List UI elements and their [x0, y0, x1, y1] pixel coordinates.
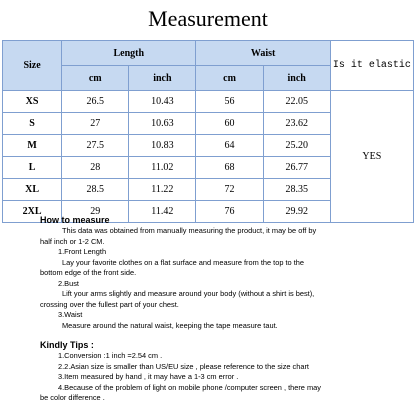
size-cell: 2XL [3, 201, 62, 223]
size-cell: XS [3, 91, 62, 113]
front-length-title: 1.Front Length [58, 247, 107, 256]
table-header-row [3, 41, 414, 66]
measurement-notes [40, 214, 412, 404]
tip-line: 3.Item measured by hand , it may have a 1-3 cm error . [58, 372, 239, 381]
front-length-line: bottom edge of the front side. [40, 268, 137, 277]
size-cell: XL [3, 179, 62, 201]
waist-inch-cell: 23.62 [263, 113, 330, 135]
length-inch-cell: 10.63 [129, 113, 196, 135]
waist-inch-cell: 25.20 [263, 135, 330, 157]
length-inch-cell: 11.02 [129, 157, 196, 179]
waist-inch-cell: 29.92 [263, 201, 330, 223]
tip-line: 2.2.Asian size is smaller than US/EU size , please reference to the size chart [58, 361, 309, 371]
intro-line: half inch or 1-2 CM. [40, 236, 105, 246]
unit-header: cm [62, 66, 129, 91]
bust-line: crossing over the fullest part of your chest. [40, 299, 179, 309]
size-cell: M [3, 135, 62, 157]
intro-line: This data was obtained from manually measuring the product, it may be off by [62, 226, 317, 235]
waist-line: Measure around the natural waist, keeping the tape measure taut. [62, 320, 278, 330]
waist-cm-cell: 72 [196, 179, 263, 201]
waist-cm-cell: 64 [196, 135, 263, 157]
front-length-line: Lay your favorite clothes on a flat surface and measure from the top to the [62, 257, 304, 267]
unit-header: inch [129, 66, 196, 91]
table-row [3, 91, 414, 113]
length-cm-cell: 29 [62, 201, 129, 223]
waist-column-header: Waist [196, 41, 330, 66]
length-cm-cell: 28.5 [62, 179, 129, 201]
tip-line: 4.Because of the problem of light on mobile phone /computer screen , there may [58, 382, 321, 392]
waist-cm-cell: 56 [196, 91, 263, 113]
elastic-value-cell: YES [330, 91, 413, 223]
how-to-measure-heading: How to measure [40, 215, 110, 225]
length-cm-cell: 27 [62, 113, 129, 135]
kindly-tips-heading: Kindly Tips : [40, 340, 94, 350]
size-column-header: Size [3, 41, 62, 91]
length-column-header: Length [62, 41, 196, 66]
bust-line: Lift your arms slightly and measure around your body (without a shirt is best), [62, 289, 315, 298]
size-cell: L [3, 157, 62, 179]
elastic-column-header: Is it elastic [330, 41, 413, 91]
waist-inch-cell: 26.77 [263, 157, 330, 179]
page-title: Measurement [148, 6, 268, 31]
unit-header: inch [263, 66, 330, 91]
length-cm-cell: 26.5 [62, 91, 129, 113]
waist-inch-cell: 22.05 [263, 91, 330, 113]
waist-cm-cell: 60 [196, 113, 263, 135]
size-chart-table [2, 40, 414, 223]
length-inch-cell: 11.22 [129, 179, 196, 201]
waist-cm-cell: 76 [196, 201, 263, 223]
length-inch-cell: 10.43 [129, 91, 196, 113]
bust-title: 2.Bust [58, 278, 79, 288]
waist-inch-cell: 28.35 [263, 179, 330, 201]
length-inch-cell: 11.42 [129, 201, 196, 223]
waist-title: 3.Waist [58, 310, 83, 319]
tip-line: 1.Conversion :1 inch =2.54 cm . [58, 351, 163, 360]
length-cm-cell: 27.5 [62, 135, 129, 157]
tip-line: be color difference . [40, 393, 105, 402]
size-cell: S [3, 113, 62, 135]
length-cm-cell: 28 [62, 157, 129, 179]
unit-header: cm [196, 66, 263, 91]
waist-cm-cell: 68 [196, 157, 263, 179]
length-inch-cell: 10.83 [129, 135, 196, 157]
